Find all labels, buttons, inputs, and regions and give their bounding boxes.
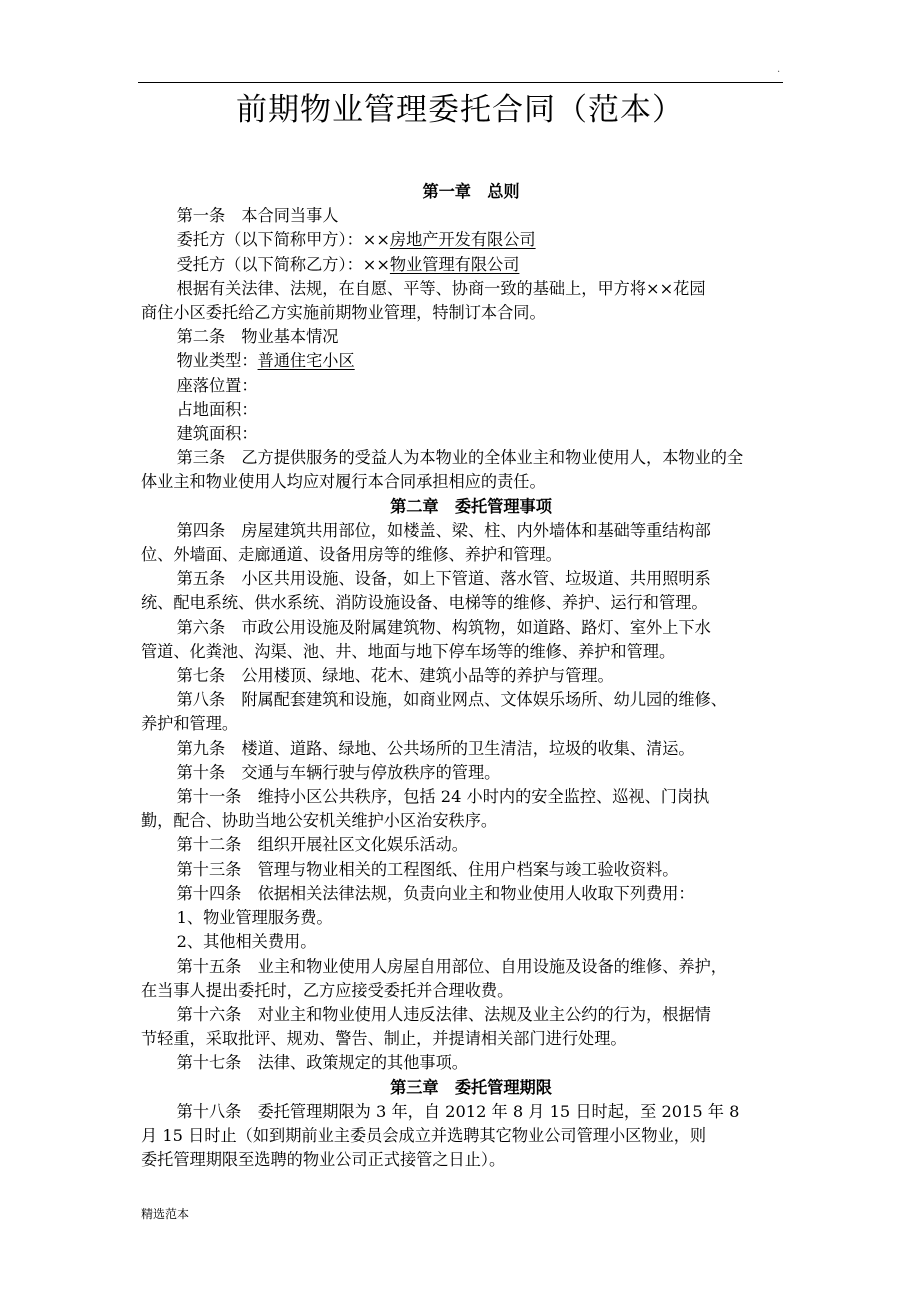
- article-9: [141, 737, 801, 761]
- article-number: 第十七条: [176, 1053, 242, 1073]
- article-11-cont: [141, 809, 801, 833]
- article-3: [141, 446, 801, 470]
- article-2: [141, 325, 801, 349]
- article-6: [141, 616, 801, 640]
- article-16-line-2: 节轻重，采取批评、规劝、警告、制止，并提请相关部门进行处理。: [141, 1029, 627, 1049]
- article-8-line-1: [141, 688, 801, 712]
- article-16-line-1: [141, 1003, 801, 1027]
- article-3-line-1: [141, 446, 801, 470]
- article-6-line-2: 管道、化粪池、沟渠、池、井、地面与地下停车场等的维修、养护和管理。: [141, 641, 676, 661]
- document-body: [141, 180, 801, 1172]
- article-11: [141, 785, 801, 809]
- article-4: [141, 519, 801, 543]
- article-number: 第十八条: [176, 1101, 242, 1121]
- article-number: 第一条: [176, 206, 226, 226]
- article-8: [141, 688, 801, 712]
- article-number: 第十一条: [176, 787, 242, 807]
- article-text: 业主和物业使用人房屋自用部位、自用设施及设备的维修、养护，: [257, 956, 727, 976]
- article-5-line-1: [141, 567, 801, 591]
- article-8-cont: [141, 712, 801, 736]
- building-area-label: 建筑面积：: [176, 424, 258, 444]
- article-number: 第四条: [176, 520, 226, 540]
- article-5-line-2: 统、配电系统、供水系统、消防设施设备、电梯等的维修、养护、运行和管理。: [141, 593, 708, 613]
- article-number: 第十四条: [176, 883, 242, 903]
- article-8-line-2: 养护和管理。: [141, 714, 239, 734]
- article-number: 第六条: [176, 617, 226, 637]
- article-7: [141, 664, 801, 688]
- party-a-label: 委托方（以下简称甲方）：××: [176, 230, 390, 250]
- chapter-2-heading: [141, 495, 801, 519]
- chapter-number: 第三章: [390, 1077, 439, 1097]
- article-number: 第三条: [176, 448, 226, 468]
- article-18-line-2: 月 15 日时止（如到期前业主委员会成立并选聘其它物业公司管理小区物业，则: [141, 1125, 707, 1145]
- article-number: 第七条: [176, 666, 226, 686]
- fee-item-2: [141, 930, 801, 954]
- preamble: [141, 277, 801, 301]
- article-3-cont: [141, 470, 801, 494]
- header-rule: [138, 82, 783, 83]
- building-area: [141, 422, 801, 446]
- article-1: [141, 204, 801, 228]
- article-16-cont: [141, 1027, 801, 1051]
- article-number: 第十条: [176, 762, 226, 782]
- article-number: 第十三条: [176, 859, 242, 879]
- article-15-line-1: [141, 955, 801, 979]
- document-title: 前期物业管理委托合同（范本）: [236, 92, 684, 128]
- article-15-cont: [141, 979, 801, 1003]
- chapter-1-heading: [141, 180, 801, 204]
- chapter-name: 委托管理事项: [454, 496, 552, 516]
- article-13: [141, 858, 801, 882]
- article-11-line-2: 勤，配合、协助当地公安机关维护小区治安秩序。: [141, 811, 498, 831]
- article-number: 第九条: [176, 738, 226, 758]
- header-corner-mark: .: [777, 64, 781, 75]
- article-text: 附属配套建筑和设施，如商业网点、文体娱乐场所、幼儿园的维修、: [241, 690, 727, 710]
- article-text: 市政公用设施及附属建筑物、构筑物，如道路、路灯、室外上下水: [241, 617, 711, 637]
- party-b-value: 物业管理有限公司: [389, 254, 520, 274]
- article-text: 依据相关法律法规，负责向业主和物业使用人收取下列费用：: [257, 883, 695, 903]
- article-5: [141, 567, 801, 591]
- article-4-cont: [141, 543, 801, 567]
- article-15-line-2: 在当事人提出委托时，乙方应接受委托并合理收费。: [141, 980, 514, 1000]
- article-10: [141, 761, 801, 785]
- article-text: 交通与车辆行驶与停放秩序的管理。: [241, 762, 501, 782]
- chapter-name: 委托管理期限: [454, 1077, 552, 1097]
- article-text: 组织开展社区文化娱乐活动。: [257, 835, 468, 855]
- article-15: [141, 955, 801, 979]
- fee-item-1: [141, 906, 801, 930]
- article-number: 第十六条: [176, 1004, 242, 1024]
- property-type-label: 物业类型：: [176, 351, 258, 371]
- article-text: 对业主和物业使用人违反法律、法规及业主公约的行为，根据情: [257, 1004, 711, 1024]
- preamble-cont: [141, 301, 801, 325]
- article-11-line-1: [141, 785, 801, 809]
- property-type: [141, 349, 801, 373]
- chapter-3-heading: [141, 1076, 801, 1100]
- party-b: [141, 253, 801, 277]
- article-4-line-1: [141, 519, 801, 543]
- article-text: 维持小区公共秩序，包括 24 小时内的安全监控、巡视、门岗执: [257, 787, 710, 807]
- list-item: 2、其他相关费用。: [176, 932, 317, 952]
- chapter-name: 总则: [487, 182, 520, 201]
- article-text: 房屋建筑共用部位，如楼盖、梁、柱、内外墙体和基础等重结构部: [241, 520, 711, 540]
- article-text: 楼道、道路、绿地、公共场所的卫生清洁，垃圾的收集、清运。: [241, 738, 695, 758]
- article-number: 第十二条: [176, 835, 242, 855]
- party-b-label: 受托方（以下简称乙方）：××: [176, 254, 390, 274]
- land-area: [141, 398, 801, 422]
- article-6-line-1: [141, 616, 801, 640]
- article-number: 第八条: [176, 690, 226, 710]
- article-text: 小区共用设施、设备，如上下管道、落水管、垃圾道、共用照明系: [241, 569, 711, 589]
- article-number: 第二条: [176, 327, 226, 347]
- article-18: [141, 1100, 801, 1124]
- article-18-line-3: 委托管理期限至选聘的物业公司正式接管之日止）。: [141, 1150, 506, 1170]
- article-text: 本合同当事人: [241, 206, 339, 226]
- article-18-cont-2: [141, 1148, 801, 1172]
- property-type-value: 普通住宅小区: [257, 351, 355, 371]
- property-location: [141, 374, 801, 398]
- article-number: 第十五条: [176, 956, 242, 976]
- article-6-cont: [141, 640, 801, 664]
- article-4-line-2: 位、外墙面、走廊通道、设备用房等的维修、养护和管理。: [141, 545, 562, 565]
- article-text: 法律、政策规定的其他事项。: [257, 1053, 468, 1073]
- article-16: [141, 1003, 801, 1027]
- preamble-line-2: 商住小区委托给乙方实施前期物业管理，特制订本合同。: [141, 303, 546, 323]
- chapter-number: 第二章: [390, 496, 439, 516]
- article-number: 第五条: [176, 569, 226, 589]
- article-17: [141, 1051, 801, 1075]
- article-18-line-1: [141, 1100, 801, 1124]
- party-a: [141, 228, 801, 252]
- article-text: 委托管理期限为 3 年，自 2012 年 8 月 15 日时起，至 2015 年 8: [257, 1101, 740, 1121]
- land-area-label: 占地面积：: [176, 399, 258, 419]
- footer-label: 精选范本: [141, 1207, 190, 1221]
- article-14: [141, 882, 801, 906]
- location-label: 座落位置：: [176, 375, 258, 395]
- preamble-line-1: 根据有关法律、法规，在自愿、平等、协商一致的基础上，甲方将××花园: [176, 278, 706, 298]
- article-text: 管理与物业相关的工程图纸、住用户档案与竣工验收资料。: [257, 859, 679, 879]
- party-a-value: 房地产开发有限公司: [389, 230, 536, 250]
- chapter-number: 第一章: [422, 182, 471, 201]
- article-text: 乙方提供服务的受益人为本物业的全体业主和物业使用人，本物业的全: [241, 448, 744, 468]
- article-12: [141, 833, 801, 857]
- article-text: 公用楼顶、绿地、花木、建筑小品等的养护与管理。: [241, 666, 614, 686]
- list-item: 1、物业管理服务费。: [176, 908, 333, 928]
- article-text: 物业基本情况: [241, 327, 339, 347]
- article-18-cont-1: [141, 1124, 801, 1148]
- article-5-cont: [141, 591, 801, 615]
- article-3-line-2: 体业主和物业使用人均应对履行本合同承担相应的责任。: [141, 472, 546, 492]
